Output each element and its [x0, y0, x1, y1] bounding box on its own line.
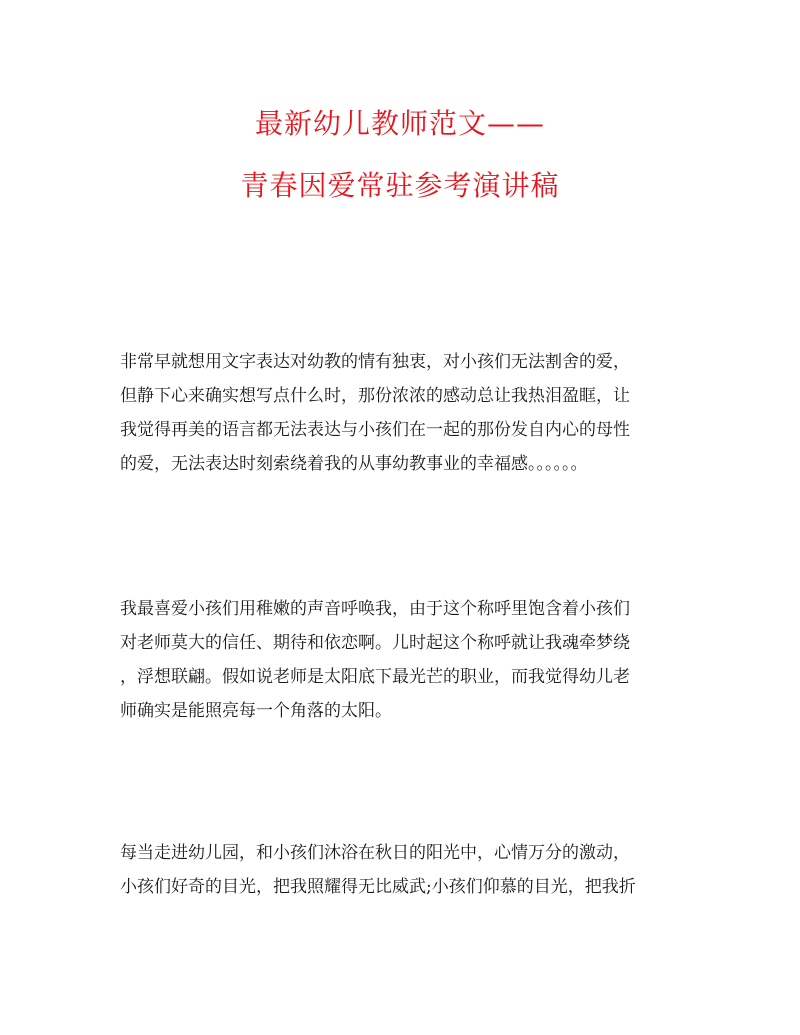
paragraph-line: ，浮想联翩。假如说老师是太阳底下最光芒的职业，而我觉得幼儿老 [120, 667, 630, 687]
paragraph-line: 小孩们好奇的目光，把我照耀得无比威武;小孩们仰慕的目光，把我折 [120, 877, 636, 897]
paragraph-1 [120, 345, 700, 481]
paragraph-line: 我觉得再美的语言都无法表达与小孩们在一起的那份发自内心的母性 [120, 420, 630, 440]
title-line-1: 最新幼儿教师范文—— [254, 107, 545, 140]
paragraph-line: 我最喜爱小孩们用稚嫩的声音呼唤我，由于这个称呼里饱含着小孩们 [120, 599, 630, 619]
document-title [0, 108, 800, 202]
paragraph-line: 但静下心来确实想写点什么时，那份浓浓的感动总让我热泪盈眶，让 [120, 386, 630, 406]
paragraph-line: 非常早就想用文字表达对幼教的情有独衷，对小孩们无法割舍的爱， [120, 352, 630, 372]
paragraph-3 [120, 836, 700, 904]
paragraph-line: 的爱，无法表达时刻索绕着我的从事幼教事业的幸福感。。。。。。 [120, 454, 588, 474]
paragraph-line: 每当走进幼儿园，和小孩们沐浴在秋日的阳光中，心情万分的激动， [120, 843, 630, 863]
title-line-2: 青春因爱常驻参考演讲稿 [240, 169, 560, 202]
paragraph-line: 师确实是能照亮每一个角落的太阳。 [120, 701, 392, 721]
paragraph-2 [120, 592, 700, 728]
paragraph-line: 对老师莫大的信任、期待和依恋啊。儿时起这个称呼就让我魂牵梦绕 [120, 633, 630, 653]
